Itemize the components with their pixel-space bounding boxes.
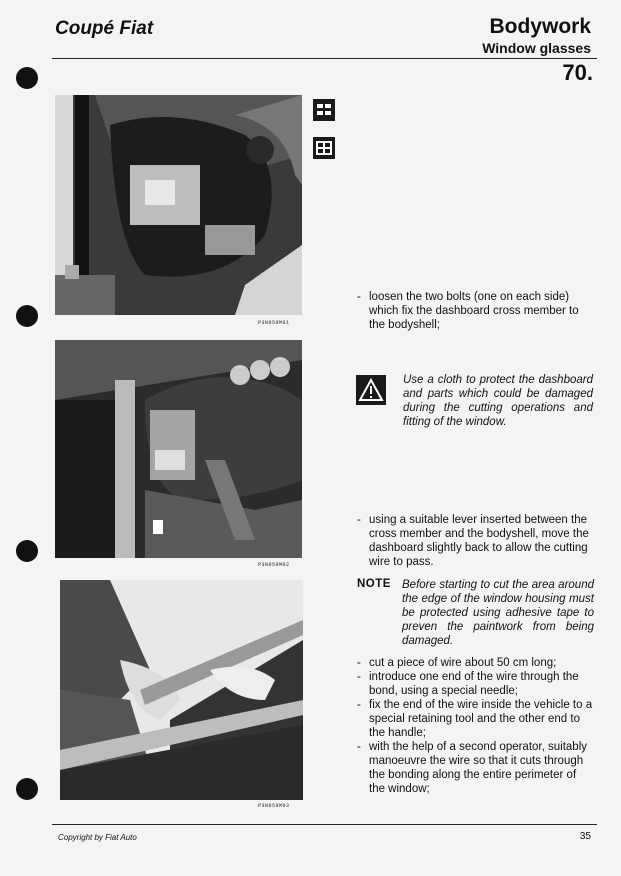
copyright: Copyright by Fiat Auto	[58, 833, 137, 842]
section-title: Bodywork	[489, 15, 591, 38]
step-move-dashboard: - using a suitable lever inserted between the cross member and the bodyshell, move the dashboard slightly back to allow the cutting wire to pass.	[357, 514, 589, 568]
warning-icon	[356, 375, 386, 405]
photo-dashboard-bolts	[55, 95, 302, 315]
figure-code: P3N059M01	[258, 320, 290, 326]
footer-rule	[52, 824, 597, 825]
brand-title: Coupé Fiat	[55, 18, 154, 39]
subsection-title: Window glasses	[482, 40, 591, 56]
figure-code: P3N059M02	[258, 562, 290, 568]
page-number: 35	[579, 831, 591, 842]
photo-cutting-wire	[60, 580, 303, 800]
list-item: - cut a piece of wire about 50 cm long;	[357, 657, 557, 669]
assembly-icon	[313, 137, 335, 159]
binder-hole	[16, 540, 38, 562]
section-number: 70.	[562, 60, 593, 85]
warning-text: Use a cloth to protect the dashboard and parts which could be damaged during the cutting operations and fitting of the window.	[403, 374, 593, 428]
binder-hole	[16, 778, 38, 800]
disassembly-icon	[313, 99, 335, 121]
list-item: - with the help of a second operator, suitably manoeuvre the wire so that it cuts through the bonding along the entire perimeter of the window;	[357, 741, 588, 795]
binder-hole	[16, 67, 38, 89]
list-item: - fix the end of the wire inside the vehicle to a special retaining tool and the other end to the handle;	[357, 699, 593, 739]
figure-code: P3N059M03	[258, 803, 290, 809]
binder-hole	[16, 305, 38, 327]
step-list	[357, 656, 595, 796]
note-label: NOTE	[357, 578, 391, 590]
step-loosen-bolts: - loosen the two bolts (one on each side) which fix the dashboard cross member to the bodyshell;	[357, 291, 579, 331]
photo-dashboard-lever	[55, 340, 302, 558]
header-rule	[52, 58, 597, 59]
list-item: - introduce one end of the wire through the bond, using a special needle;	[357, 671, 579, 697]
note-text: Before starting to cut the area around the edge of the window housing must be protected using adhesive tape to preven the paintwork from being damaged.	[402, 579, 594, 647]
